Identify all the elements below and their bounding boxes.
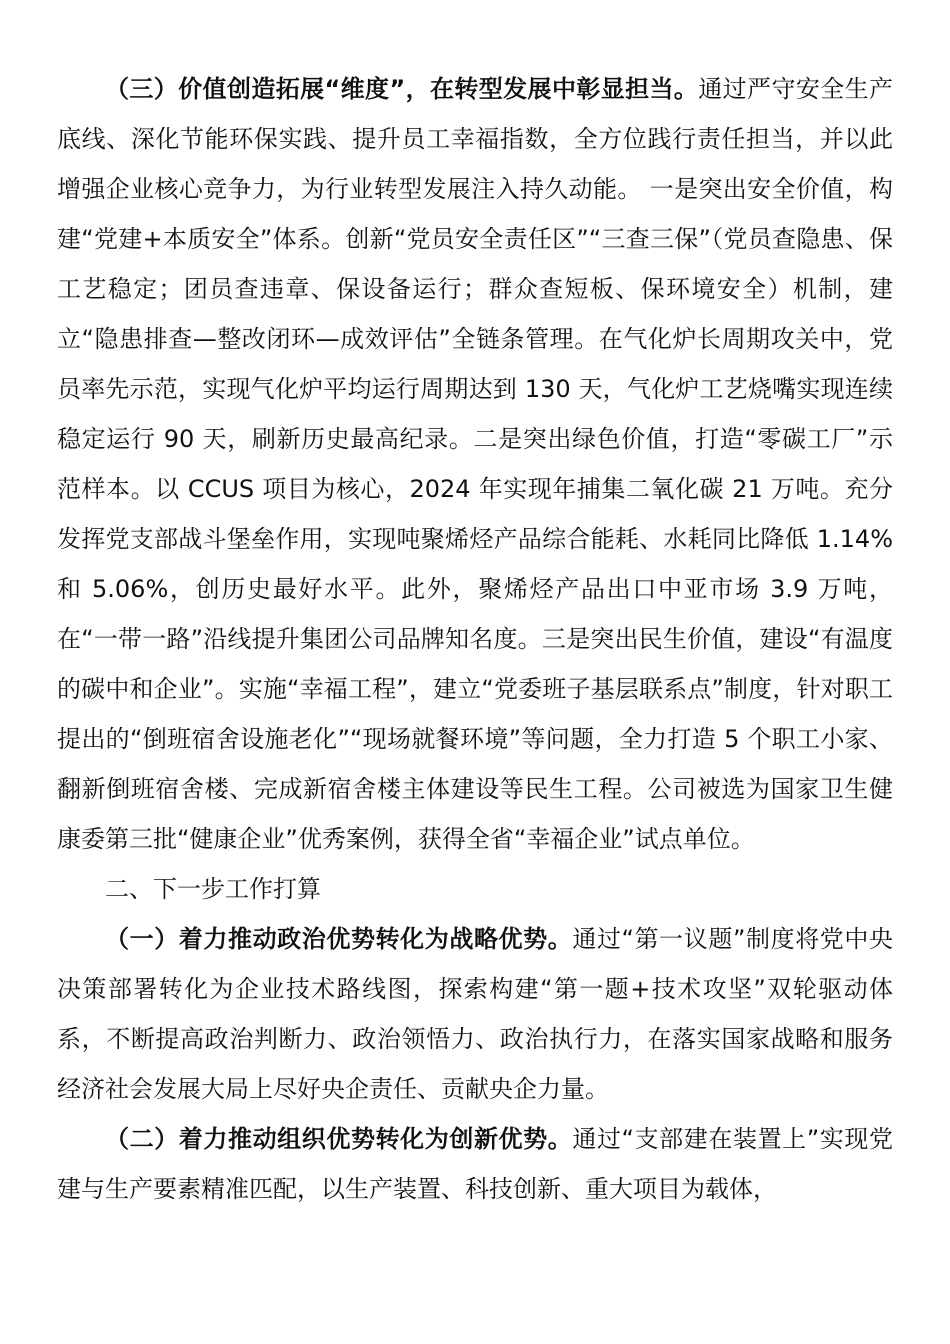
document-body <box>57 64 893 1214</box>
paragraph-value-creation <box>57 64 893 864</box>
paragraph-organizational-advantage <box>57 1114 893 1214</box>
section-title-next-steps <box>57 864 893 914</box>
paragraph-text: 通过“第一议题”制度将党中央决策部署转化为企业技术路线图，探索构建“第一题+技术攻坚”双轮驱动体系，不断提高政治判断力、政治领悟力、政治执行力，在落实国家战略和服务经济社会发展大局上尽好央企责任、贡献央企力量。 <box>57 925 893 1103</box>
paragraph-heading: （一）着力推动政治优势转化为战略优势。 <box>105 925 573 953</box>
paragraph-heading: （二）着力推动组织优势转化为创新优势。 <box>105 1125 573 1153</box>
paragraph-text: 通过严守安全生产底线、深化节能环保实践、提升员工幸福指数，全方位践行责任担当，并以此增强企业核心竞争力，为行业转型发展注入持久动能。 一是突出安全价值，构建“党建+本质安全”体系。创新“党员安全责任区”“三查三保”（党员查隐患、保工艺稳定；团员查违章、保设备运行；群众查短板、保环境安全）机制，建立“隐患排查—整改闭环—成效评估”全链条管理。在气化炉长周期攻关中，党员率先示范，实现气化炉平均运行周期达到 130 天，气化炉工艺烧嘴实现连续稳定运行 90 天，刷新历史最高纪录。二是突出绿色价值，打造“零碳工厂”示范样本。以 CCUS 项目为核心，2024 年实现年捕集二氧化碳 21 万吨。充分发挥党支部战斗堡垒作用，实现吨聚烯烃产品综合能耗、水耗同比降低 1.14%和 5.06%，创历史最好水平。此外，聚烯烃产品出口中亚市场 3.9 万吨，在“一带一路”沿线提升集团公司品牌知名度。三是突出民生价值，建设“有温度的碳中和企业”。实施“幸福工程”，建立“党委班子基层联系点”制度，针对职工提出的“倒班宿舍设施老化”“现场就餐环境”等问题，全力打造 5 个职工小家、翻新倒班宿舍楼、完成新宿舍楼主体建设等民生工程。公司被选为国家卫生健康委第三批“健康企业”优秀案例，获得全省“幸福企业”试点单位。 <box>57 75 894 853</box>
paragraph-text: 通过“支部建在装置上”实现党建与生产要素精准匹配，以生产装置、科技创新、重大项目为载体， <box>57 1125 893 1203</box>
paragraph-heading: （三）价值创造拓展“维度”，在转型发展中彰显担当。 <box>105 75 699 103</box>
paragraph-political-advantage <box>57 914 893 1114</box>
section-title-text: 二、下一步工作打算 <box>105 875 321 903</box>
